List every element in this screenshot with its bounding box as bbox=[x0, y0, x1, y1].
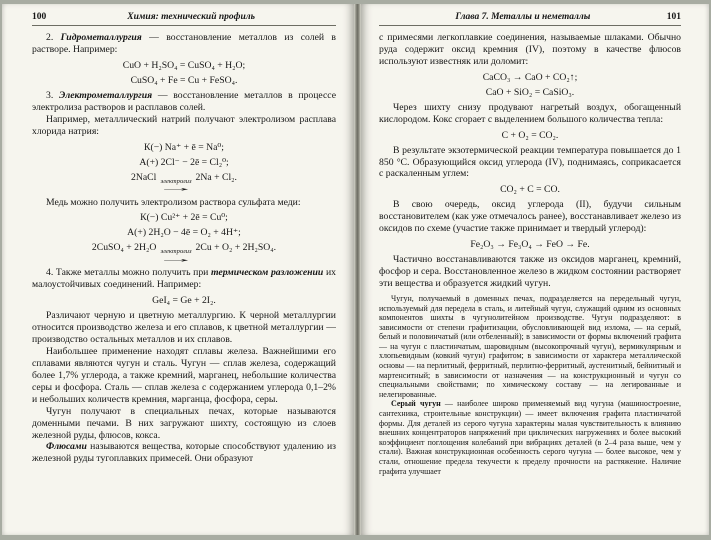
paragraph-text: — восстановление металлов из солей в растворе. Например: bbox=[32, 32, 337, 55]
paragraph: Наибольшее применение находят сплавы железа. Важнейшими его сплавами являются чугун и сталь. Чугун — сплав железа, содержащий более 1,7% углерода, а также кремний, марганец, небольшие количества серы и фосфора. Сталь — сплав железа с содержанием углерода 0,1–2% и небольших количеств кремния, марганца, фосфора, серы. bbox=[32, 346, 336, 405]
equation-lhs: 2NaCl bbox=[131, 171, 157, 183]
paragraph: В свою очередь, оксид углерода (II), будучи сильным восстановителем (как уже отмечалось ранее), восстанавливает железо из оксидов по схеме (участие также принимает и твердый углерод): bbox=[379, 199, 681, 235]
reaction-arrow bbox=[155, 177, 196, 195]
paragraph-text: называются вещества, которые способствуют удалению из железной руды тугоплавких примесей. Они образуют bbox=[32, 441, 336, 465]
chemical-equation: Fe₂O₃ → Fe₃O₄ → FeO → Fe. bbox=[470, 239, 590, 251]
chemical-equation bbox=[32, 172, 336, 193]
term-electrometallurgy: Электрометаллургия bbox=[59, 89, 153, 101]
paragraph: Чугун получают в специальных печах, которые называются доменными печами. В них загружают шихту, состоящую из слоев железной руды, флюсов, кокса. bbox=[32, 405, 336, 441]
small-print-paragraph bbox=[379, 399, 681, 476]
chemical-equation: C + O₂ = CO₂. bbox=[501, 129, 559, 141]
chemical-equation: CuSO₄ + Fe = Cu + FeSO₄. bbox=[130, 74, 238, 86]
paragraph-text: — наиболее широко применяемый вид чугуна (машиностроение, сантехника, строительные конструкции) — имеет включения графита пластинчатой формы. Для деталей из серого чугуна характерны малая чувствительность к влиянию внешних концентраторов напряжений при циклических нагружениях и более высокий коэффициент поглощения колебаний при вибрациях деталей (в 2–4 раза выше, чем у стали). Важная конструкционная особенность серого чугуна — более высокое, чем у стали, отношение предела текучести к пределу прочности на растяжение. Наличие графита улучшает bbox=[379, 399, 681, 476]
page-number: 101 bbox=[666, 12, 681, 22]
chemical-equation: К(−) Na⁺ + ē = Na⁰; bbox=[144, 141, 224, 153]
chemical-equation: GeI₄ = Ge + 2I₂. bbox=[152, 295, 216, 307]
paragraph-text: 2. bbox=[46, 32, 61, 43]
chemical-equation: К(−) Cu²⁺ + 2ē = Cu⁰; bbox=[140, 212, 228, 224]
chemical-equation: А(+) 2H₂O − 4ē = O₂ + 4H⁺; bbox=[127, 227, 241, 239]
equation-rhs: 2Cu + O₂ + 2H₂SO₄. bbox=[195, 242, 277, 254]
paragraph-text: их малоустойчивых соединений. Например: bbox=[32, 267, 337, 291]
paragraph bbox=[32, 267, 336, 291]
reaction-arrow bbox=[155, 248, 196, 265]
paragraph bbox=[32, 90, 336, 114]
paragraph: Через шихту снизу продувают нагретый воздух, обогащенный кислородом. Кокс сгорает с выделением большого количества тепла: bbox=[379, 101, 681, 125]
page-left bbox=[2, 4, 354, 535]
term-hydrometallurgy: Гидрометаллургия bbox=[60, 32, 142, 43]
running-title: Химия: технический профиль bbox=[127, 12, 255, 22]
arrow-icon: → bbox=[155, 253, 196, 265]
equation-lhs: 2CuSO₄ + 2H₂O bbox=[91, 242, 157, 254]
page-right bbox=[361, 4, 709, 535]
paragraph: Медь можно получить электролизом раствора сульфата меди: bbox=[46, 196, 301, 208]
book-gutter bbox=[354, 4, 361, 535]
paragraph-text: 3. bbox=[46, 89, 59, 101]
chemical-equation: CaCO₃ → CaO + CO₂↑; bbox=[482, 71, 578, 83]
equation-rhs: 2Na + Cl₂. bbox=[195, 171, 237, 183]
arrow-label: электролиз bbox=[160, 177, 192, 185]
chemical-equation: CaO + SiO₂ = CaSiO₃. bbox=[485, 86, 575, 98]
term-gray-cast-iron: Серый чугун bbox=[391, 399, 441, 409]
paragraph: Частично восстанавливаются также из оксидов марганец, кремний, фосфор и сера. Восстановленное железо в жидком состоянии растворяет эти вещества и образуется жидкий чугун. bbox=[379, 254, 681, 289]
paragraph bbox=[32, 32, 336, 56]
paragraph: В результате экзотермической реакции температура повышается до 1 850 °C. Образующийся оксид углерода (IV), поднимаясь, соприкасается с раскаленным углем: bbox=[379, 144, 681, 180]
page-header-right bbox=[379, 12, 681, 26]
arrow-icon: → bbox=[155, 183, 196, 195]
paragraph: Различают черную и цветную металлургию. К черной металлургии относится производство железа и его сплавов, к цветной металлургии — производство остальных металлов и их сплавов. bbox=[32, 310, 336, 346]
paragraph bbox=[32, 441, 336, 465]
paragraph: с примесями легкоплавкие соединения, называемые шлаками. Обычно руда содержит оксид кремния (IV), поэтому в качестве флюсов используют известняк или доломит: bbox=[379, 32, 681, 67]
term-thermal-decomposition: термическом разложении bbox=[211, 267, 324, 279]
running-title: Глава 7. Металлы и неметаллы bbox=[455, 12, 591, 22]
paragraph: Например, металлический натрий получают электролизом расплава хлорида натрия: bbox=[32, 113, 336, 137]
paragraph-text: 4. Также металлы можно получить при bbox=[46, 267, 212, 279]
chemical-equation: А(+) 2Cl⁻ − 2ē = Cl₂⁰; bbox=[139, 156, 229, 168]
term-fluxes: Флюсами bbox=[46, 441, 87, 453]
chemical-equation: CuO + H₂SO₄ = CuSO₄ + H₂O; bbox=[122, 59, 246, 71]
page-header-left bbox=[32, 12, 336, 26]
arrow-label: электролиз bbox=[160, 248, 192, 256]
page-number: 100 bbox=[32, 12, 47, 22]
small-print-paragraph: Чугун, получаемый в доменных печах, подразделяется на передельный чугун, используемый для передела в сталь, и литейный чугун, служащий одним из основных компонентов шихты в чугунолитейном производстве. Чугун подразделяют: в зависимости от степени графитизации, обусловливающей вид излома, — на серый, белый и половинчатый (или отбеленный); в зависимости от формы включений графита — на чугун с пластинчатым, шаровидным (высокопрочный чугун), вермикулярным и хлопьевидным (ковкий чугун) графитом; в зависимости от характера металлической основы — на перлитный, ферритный, перлитно-ферритный, аустенитный, бейнитный и мартенситный; в зависимости от назначения — на конструкционный и чугун со специальными свойствами; по химическому составу — на легированные и нелегированные. bbox=[379, 293, 681, 399]
chemical-equation: CO₂ + C = CO. bbox=[500, 184, 560, 196]
chemical-equation bbox=[32, 242, 336, 263]
paragraph-text: — восстановление металлов в процессе электролиза растворов и расплавов солей. bbox=[32, 89, 336, 113]
